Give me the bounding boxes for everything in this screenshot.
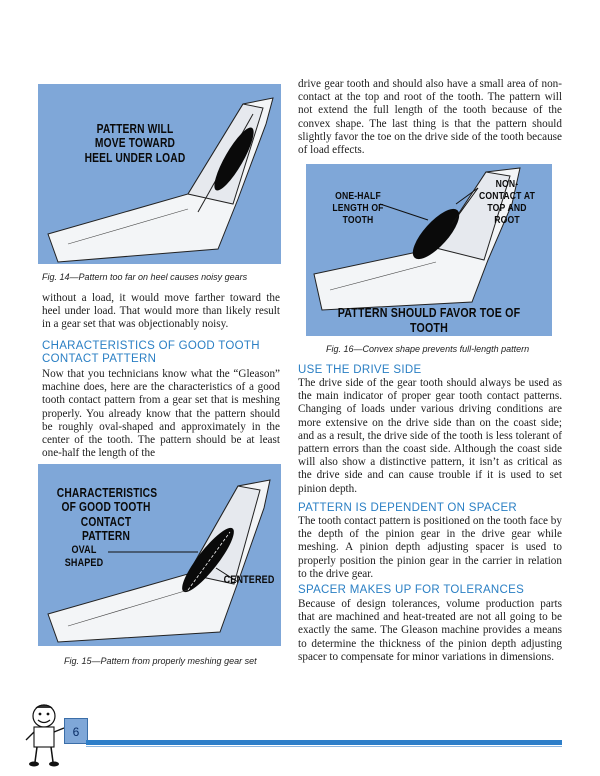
fig14-label: PATTERN WILL MOVE TOWARD HEEL UNDER LOAD [84,122,186,165]
figure-14 [38,84,281,264]
left-paragraph-2: Now that you technicians know what the “Gleason” machine does, here are the characteristics of a good tooth contact pattern from a gear set that is meshing properly. You already know that the pattern should be roughly oval-shaped and approximately in the center of the tooth. The pattern should be at least one-half the length of the [42,368,280,460]
fig16-left-label: ONE-HALF LENGTH OF TOOTH [332,190,384,227]
heading-tolerances: SPACER MAKES UP FOR TOLERANCES [298,584,525,596]
mascot-icon [24,702,68,768]
fig15-oval-label: OVAL SHAPED [64,544,104,569]
gear-tooth-illustration [38,84,281,264]
fig16-right-label: NON-CONTACT AT TOP AND ROOT [478,178,535,227]
footer-rule-thin [86,746,562,747]
fig14-caption: Fig. 14—Pattern too far on heel causes noisy gears [42,272,248,282]
fig15-label: CHARACTERISTICS OF GOOD TOOTH CONTACT PATTERN [56,486,158,544]
left-paragraph-1: without a load, it would move farther toward the heel under load. That would more than likely result in a gear set that was objectionably noisy. [42,292,280,331]
heading-characteristics: CHARACTERISTICS OF GOOD TOOTH CONTACT PATTERN [42,340,260,365]
fig16-caption: Fig. 16—Convex shape prevents full-length pattern [326,344,530,354]
heading-drive-side: USE THE DRIVE SIDE [298,364,422,376]
fig15-centered-label: CENTERED [223,574,275,586]
footer-rule [86,740,562,745]
fig16-bottom-label: PATTERN SHOULD FAVOR TOE OF TOOTH [337,305,521,335]
figure-16 [306,164,552,336]
fig15-caption: Fig. 15—Pattern from properly meshing gear set [64,656,257,666]
heading-spacer: PATTERN IS DEPENDENT ON SPACER [298,502,518,514]
page-number: 6 [64,718,88,744]
figure-15 [38,464,281,646]
right-paragraph-4: Because of design tolerances, volume production parts that are machined and heat-treated are not all going to be exactly the same. The Gleason machine provides a means to determine the thickness of the pinion depth adjusting spacer to compensate for minor variations in dimensions. [298,598,562,663]
right-paragraph-3: The tooth contact pattern is positioned on the tooth face by the depth of the pinion gear in the drive gear while meshing. A pinion depth adjusting spacer is used to properly position the pinion gear in the carrier in relation to the drive gear. [298,515,562,580]
right-paragraph-2: The drive side of the gear tooth should always be used as the main indicator of proper gear tooth contact patterns. Changing of loads under various driving conditions are more extensive on the drive side than on the coast side; and as a result, the drive side of the tooth is less tolerant of pattern errors than the coast side. Although the coast side will also show a distinctive pattern, it isn’t as critical as the drive side and can cause trouble if it is used to set pinion depth. [298,377,562,495]
right-paragraph-1: drive gear tooth and should also have a small area of non-contact at the top and root of the tooth. The pattern will not extend the full length of the tooth because of the convex shape. The last thing is that the pattern should slightly favor the toe on the drive side of the tooth because of load effects. [298,78,562,157]
